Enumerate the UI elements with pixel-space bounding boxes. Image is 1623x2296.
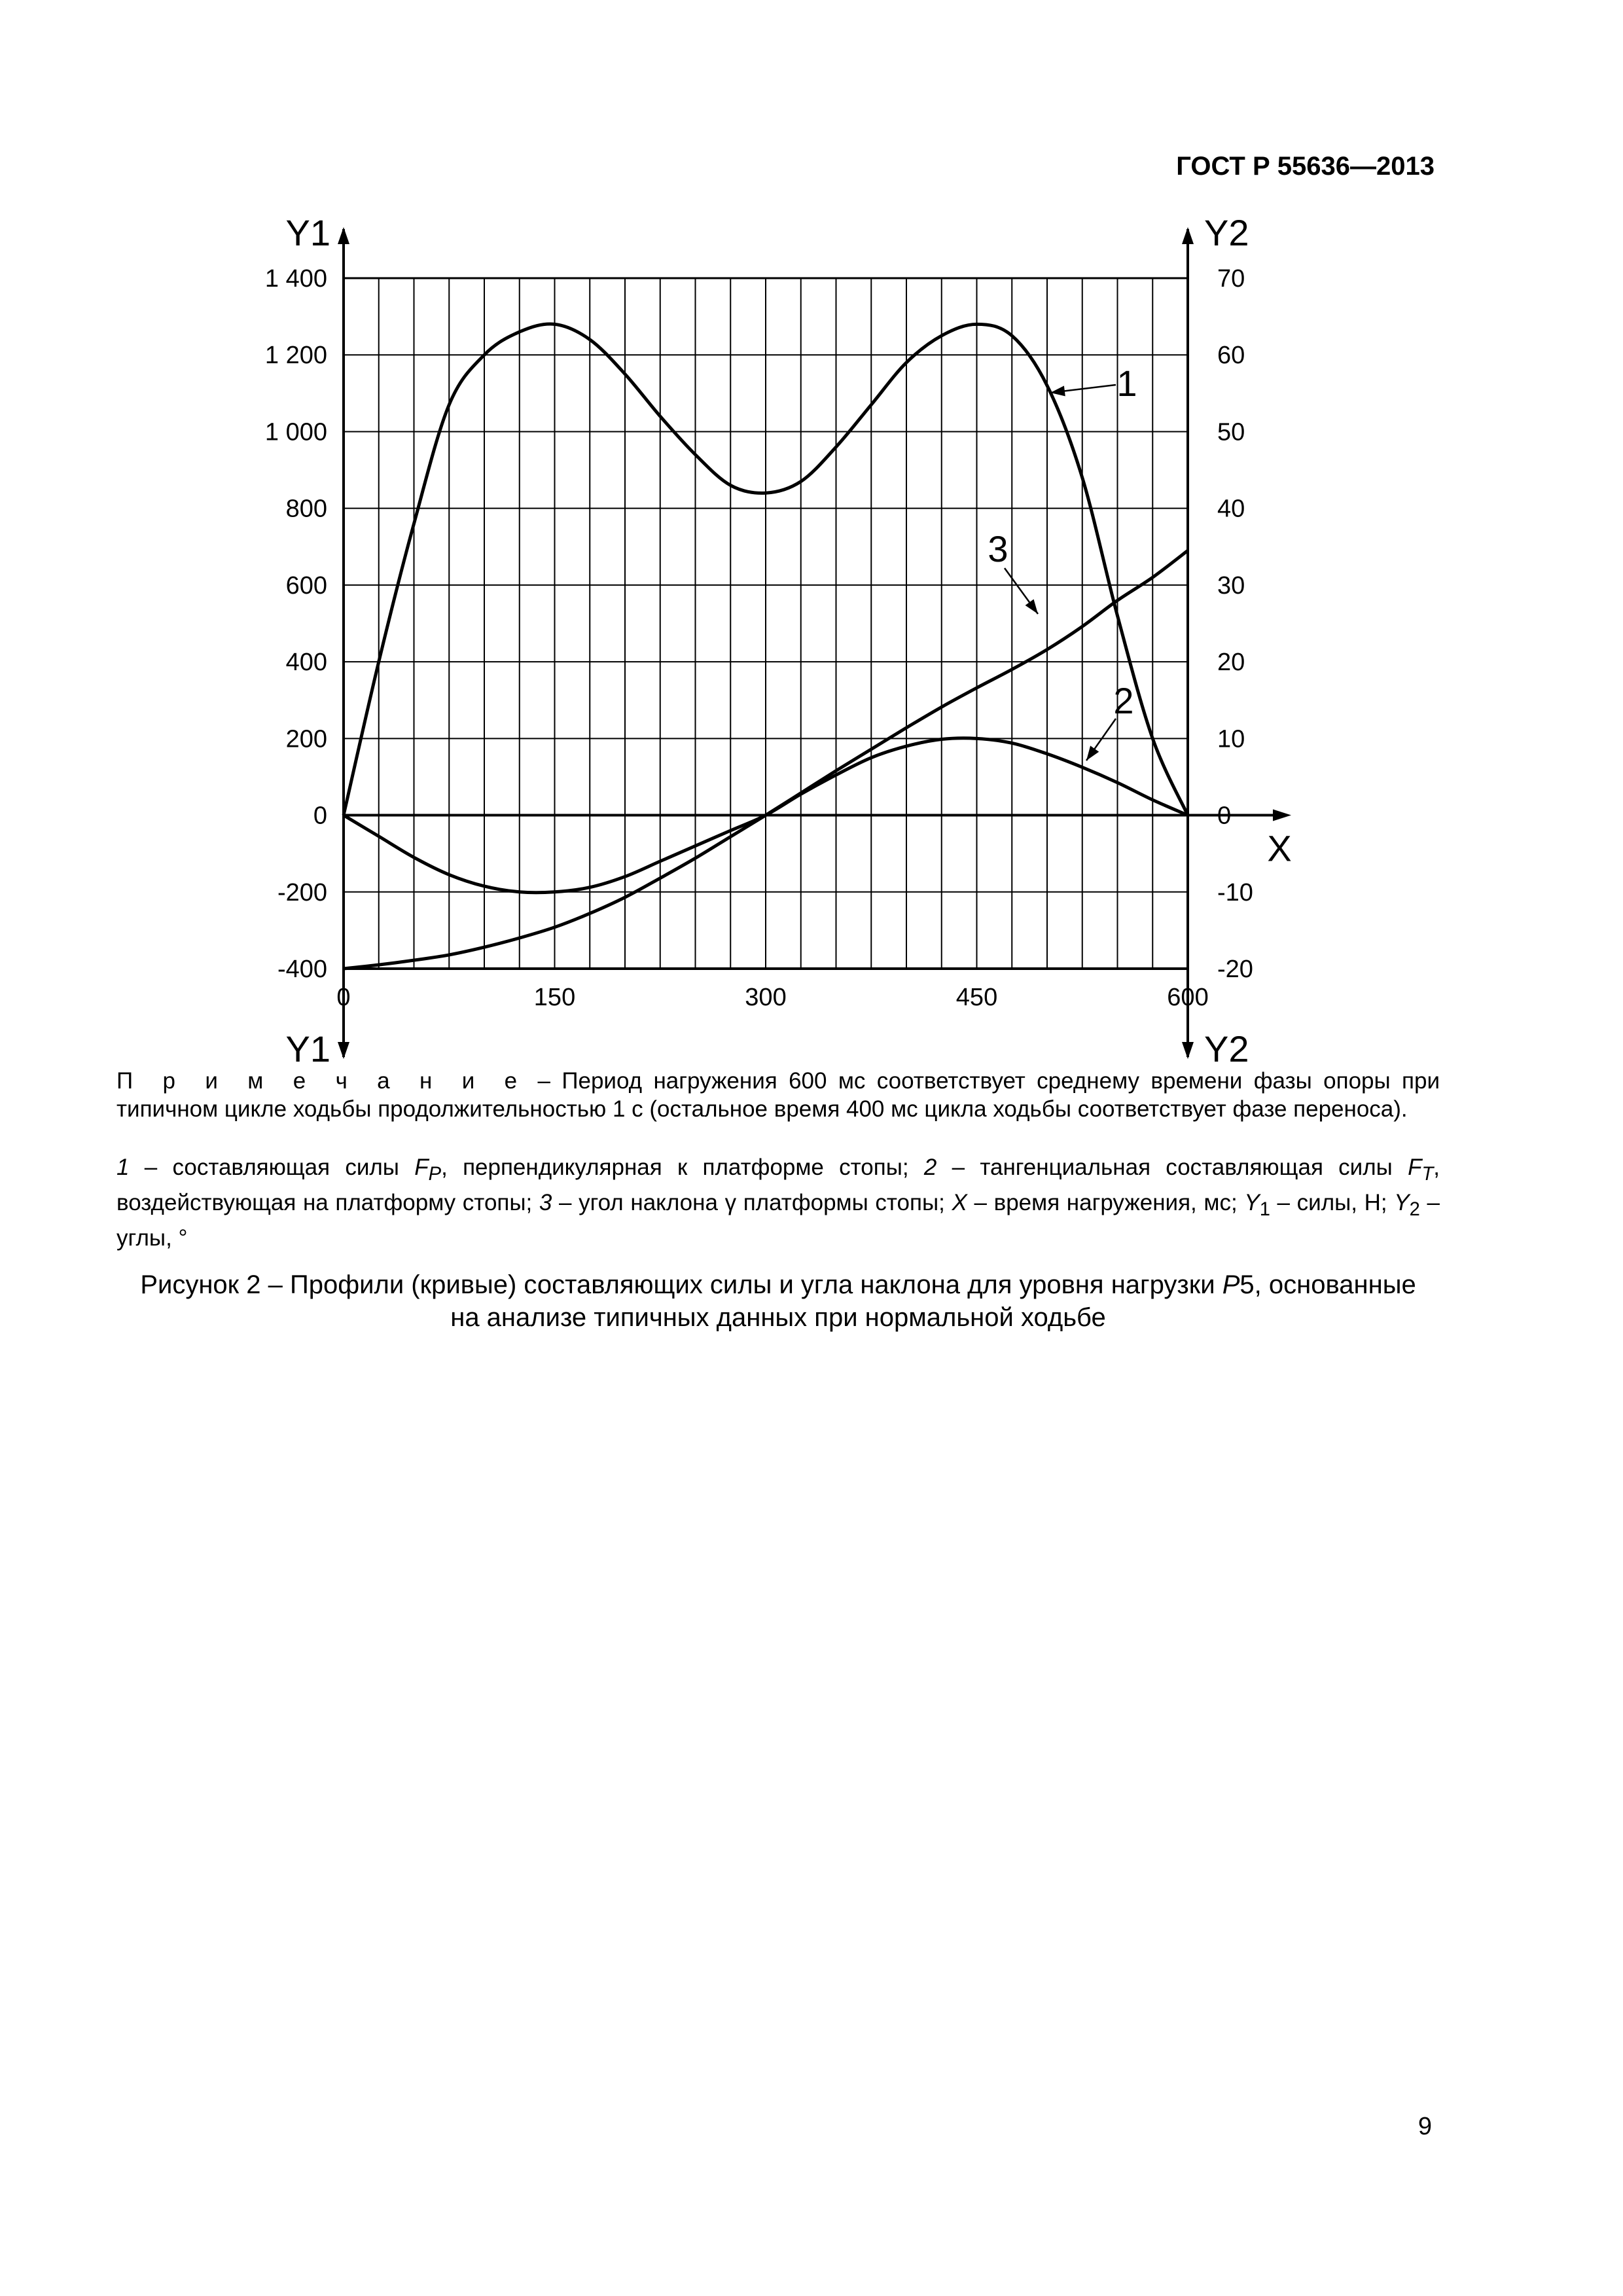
y2-tick-label: 10: [1217, 725, 1245, 753]
legend-subscript: T: [1421, 1164, 1434, 1185]
arrow-icon: [1086, 745, 1099, 761]
chart-grid: [344, 278, 1188, 969]
y1-tick-label: 400: [285, 649, 327, 677]
page-number: 9: [1418, 2113, 1432, 2140]
legend-text: – составляющая силы: [129, 1155, 415, 1180]
y1-tick-label: 0: [313, 802, 327, 830]
legend-subscript: 1: [1259, 1199, 1270, 1220]
caption-symbol: P: [1222, 1270, 1240, 1299]
chart-ticks: [265, 212, 1292, 1069]
caption-text: 5, основанные: [1240, 1270, 1416, 1299]
arrow-icon: [1182, 227, 1194, 244]
y2-tick-label: 60: [1217, 342, 1245, 370]
x-tick-label: 300: [745, 984, 787, 1011]
y2-tick-label: -10: [1217, 878, 1253, 906]
legend-num-2: 2: [923, 1155, 937, 1180]
note-text: – Период нагружения 600 мс соответствует среднему времени фазы опоры при типичном цикле ходьбы продолжительностью 1 с (остальное время 400 мс цикла ходьбы соответствует фазе переноса).: [116, 1068, 1440, 1122]
y1-tick-label: -400: [277, 956, 327, 983]
legend-text: – углы, °: [116, 1190, 1440, 1251]
legend-symbol: F: [414, 1155, 429, 1180]
legend-subscript: P: [428, 1164, 442, 1185]
legend-symbol: Y: [1394, 1190, 1410, 1215]
legend-symbol: F: [1408, 1155, 1422, 1180]
legend-num-1: 1: [116, 1155, 130, 1180]
caption-line-2: на анализе типичных данных при нормальной ходьбе: [450, 1303, 1106, 1332]
curve-label: 2: [1113, 680, 1134, 721]
arrow-icon: [1026, 600, 1038, 614]
y1-tick-label: -200: [277, 878, 327, 906]
y1-tick-label: 200: [285, 725, 327, 753]
y1-tick-label: 1 200: [264, 342, 327, 370]
curve-label: 3: [988, 528, 1008, 569]
legend-symbol: X: [952, 1190, 967, 1215]
x-axis-label: X: [1267, 827, 1292, 869]
force-angle-chart: [0, 0, 1623, 1073]
curve-label: 1: [1116, 363, 1137, 404]
arrow-icon: [338, 227, 349, 244]
y1-tick-label: 800: [285, 495, 327, 523]
y1-tick-label: 600: [285, 571, 327, 600]
legend-symbol: Y: [1244, 1190, 1260, 1215]
arrow-icon: [1182, 1042, 1194, 1059]
y1-tick-label: 1 400: [264, 265, 327, 293]
figure-legend: [116, 1153, 1440, 1252]
figure-caption: [116, 1268, 1440, 1334]
legend-text: – силы, Н;: [1270, 1190, 1395, 1215]
y2-axis-label-top: Y2: [1204, 212, 1249, 253]
y2-tick-label: -20: [1217, 956, 1253, 983]
y2-tick-label: 70: [1217, 265, 1245, 293]
arrow-icon: [1273, 810, 1291, 821]
caption-text: Рисунок 2 – Профили (кривые) составляющих силы и угла наклона для уровня нагрузки: [140, 1270, 1222, 1299]
chart-axes: [338, 227, 1291, 1059]
y1-axis-label-top: Y1: [285, 212, 330, 253]
y1-tick-label: 1 000: [264, 418, 327, 446]
legend-num-3: 3: [539, 1190, 552, 1215]
y1-axis-label-bottom: Y1: [285, 1028, 330, 1069]
note-lead: П р и м е ч а н и е: [116, 1068, 527, 1094]
y2-tick-label: 40: [1217, 495, 1245, 523]
y2-tick-label: 20: [1217, 649, 1245, 677]
x-tick-label: 0: [336, 984, 351, 1011]
legend-text: , перпендикулярная к платформе стопы;: [441, 1155, 924, 1180]
y2-tick-label: 50: [1217, 418, 1245, 446]
x-tick-label: 450: [955, 984, 998, 1011]
arrow-icon: [338, 1042, 349, 1059]
standard-number: ГОСТ Р 55636—2013: [1176, 152, 1435, 181]
y2-axis-label-bottom: Y2: [1204, 1028, 1249, 1069]
legend-text: – тангенциальная составляющая силы: [936, 1155, 1408, 1180]
y2-tick-label: 30: [1217, 571, 1245, 600]
caption-line-1: [116, 1268, 1440, 1301]
x-tick-label: 600: [1167, 984, 1209, 1011]
legend-text: – угол наклона γ платформы стопы;: [552, 1190, 952, 1215]
x-tick-label: 150: [533, 984, 576, 1011]
legend-text: – время нагружения, мс;: [967, 1190, 1245, 1215]
legend-text: , воздействующая на платформу стопы;: [116, 1155, 1440, 1215]
figure-note: [116, 1067, 1440, 1123]
y2-tick-label: 0: [1217, 802, 1232, 830]
legend-subscript: 2: [1409, 1199, 1420, 1220]
